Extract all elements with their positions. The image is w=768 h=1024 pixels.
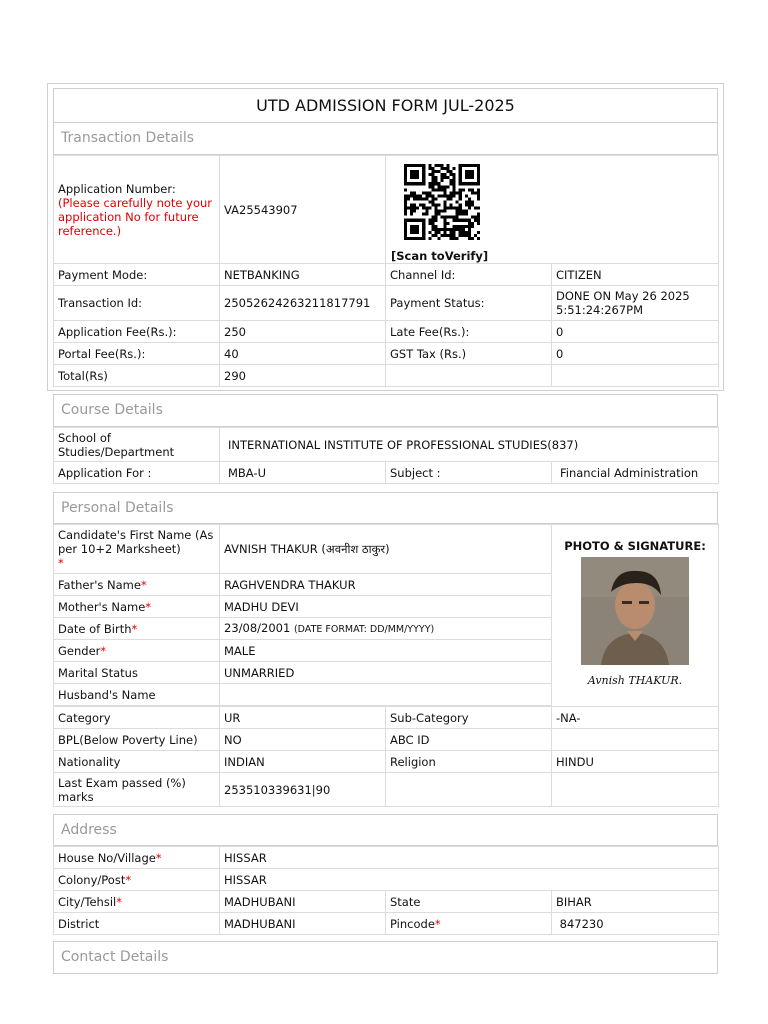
required-mark: * [434, 916, 441, 931]
txn-id-label: Transaction Id: [54, 286, 220, 321]
husband-label: Husband's Name [54, 684, 220, 706]
required-mark: * [145, 599, 152, 614]
last-exam-value: 253510339631|90 [220, 773, 386, 807]
qr-cell [386, 156, 719, 264]
personal-table [53, 524, 719, 807]
app-number-value: VA25543907 [220, 156, 386, 264]
house-label: House No/Village [58, 850, 156, 865]
qr-code-icon[interactable] [404, 164, 480, 240]
state-value: BIHAR [552, 891, 719, 913]
course-section-title: Course Details [61, 402, 163, 418]
gender-label: Gender [58, 643, 101, 658]
app-fee-label: Application Fee(Rs.): [54, 321, 220, 343]
portal-fee-label: Portal Fee(Rs.): [54, 343, 220, 365]
abc-value [552, 729, 719, 751]
colony-label-cell [54, 869, 220, 891]
personal-section-title: Personal Details [61, 500, 174, 516]
pincode-label: Pincode [390, 916, 435, 931]
transaction-section-title: Transaction Details [61, 130, 195, 146]
app-for-value: MBA-U [220, 462, 386, 484]
course-table [53, 427, 719, 484]
subject-label: Subject : [386, 462, 552, 484]
payment-status-value: DONE ON May 26 2025 5:51:24:267PM [552, 286, 719, 321]
marital-value: UNMARRIED [220, 662, 552, 684]
app-for-label: Application For : [54, 462, 220, 484]
mother-value: MADHU DEVI [220, 596, 552, 618]
required-mark: * [155, 850, 162, 865]
address-section-title: Address [61, 822, 117, 838]
school-value: INTERNATIONAL INSTITUTE OF PROFESSIONAL STUDIES(837) [220, 428, 719, 462]
mother-label-cell [54, 596, 220, 618]
channel-value: CITIZEN [552, 264, 719, 286]
required-mark: * [100, 643, 107, 658]
form-title-panel [53, 88, 718, 123]
district-label: District [54, 913, 220, 935]
address-section-header [53, 814, 718, 846]
nationality-label: Nationality [54, 751, 220, 773]
last-exam-label: Last Exam passed (%) marks [54, 773, 220, 807]
category-label: Category [54, 707, 220, 729]
transaction-section-header [53, 123, 718, 155]
app-number-note: (Please carefully note your application No for future reference.) [58, 195, 212, 238]
address-table [53, 846, 719, 935]
mother-label: Mother's Name [58, 599, 146, 614]
house-label-cell [54, 847, 220, 869]
first-name-value: AVNISH THAKUR (अवनीश ठाकुर) [220, 525, 552, 574]
husband-value [220, 684, 552, 706]
channel-label: Channel Id: [386, 264, 552, 286]
district-value: MADHUBANI [220, 913, 386, 935]
payment-mode-value: NETBANKING [220, 264, 386, 286]
photo-signature-label: PHOTO & SIGNATURE: [564, 539, 706, 553]
course-section-header [53, 394, 718, 427]
empty-cell [552, 365, 719, 387]
dob-label-cell [54, 618, 220, 640]
required-mark: * [116, 894, 122, 909]
empty-cell [386, 365, 552, 387]
empty-cell [552, 773, 719, 807]
city-label: City/Tehsil [58, 894, 117, 909]
city-value: MADHUBANI [220, 891, 386, 913]
religion-value: HINDU [552, 751, 719, 773]
gst-value: 0 [552, 343, 719, 365]
candidate-photo [581, 557, 689, 665]
dob-format-hint: (DATE FORMAT: DD/MM/YYYY) [293, 623, 435, 635]
father-value: RAGHVENDRA THAKUR [220, 574, 552, 596]
bpl-label: BPL(Below Poverty Line) [54, 729, 220, 751]
txn-id-value: 25052624263211817791 [220, 286, 386, 321]
dob-label: Date of Birth [58, 621, 132, 636]
category-value: UR [220, 707, 386, 729]
dob-value-cell [220, 618, 552, 640]
school-label: School of Studies/Department [54, 428, 220, 462]
gst-label: GST Tax (Rs.) [386, 343, 552, 365]
signature-image: Avnish THAKUR. [587, 674, 683, 687]
app-number-label-cell [54, 156, 220, 264]
late-fee-value: 0 [552, 321, 719, 343]
father-label: Father's Name [58, 577, 141, 592]
state-label: State [386, 891, 552, 913]
gender-value: MALE [220, 640, 552, 662]
subcategory-value: -NA- [552, 707, 719, 729]
payment-status-label: Payment Status: [386, 286, 552, 321]
scan-verify-label: [Scan toVerify] [391, 249, 489, 263]
gender-label-cell [54, 640, 220, 662]
subcategory-label: Sub-Category [386, 707, 552, 729]
colony-value: HISSAR [220, 869, 719, 891]
pincode-value: 847230 [552, 913, 719, 935]
late-fee-label: Late Fee(Rs.): [386, 321, 552, 343]
app-number-label: Application Number: [58, 181, 176, 196]
father-label-cell [54, 574, 220, 596]
contact-section-header [53, 941, 718, 974]
abc-label: ABC ID [386, 729, 552, 751]
required-mark: * [140, 577, 147, 592]
contact-section-title: Contact Details [61, 949, 169, 965]
portal-fee-value: 40 [220, 343, 386, 365]
nationality-value: INDIAN [220, 751, 386, 773]
house-value: HISSAR [220, 847, 719, 869]
required-mark: * [131, 621, 138, 636]
city-label-cell [54, 891, 220, 913]
first-name-label-cell [54, 525, 220, 574]
form-title: UTD ADMISSION FORM JUL-2025 [256, 96, 515, 115]
transaction-table [53, 155, 719, 387]
bpl-value: NO [220, 729, 386, 751]
photo-signature-cell [552, 525, 719, 707]
required-mark: * [125, 872, 132, 887]
marital-label: Marital Status [54, 662, 220, 684]
personal-section-header [53, 492, 718, 524]
religion-label: Religion [386, 751, 552, 773]
payment-mode-label: Payment Mode: [54, 264, 220, 286]
pincode-label-cell [386, 913, 552, 935]
total-value: 290 [220, 365, 386, 387]
dob-value: 23/08/2001 [224, 620, 291, 635]
subject-value: Financial Administration [552, 462, 719, 484]
colony-label: Colony/Post [58, 872, 126, 887]
required-mark: * [58, 556, 64, 570]
app-fee-value: 250 [220, 321, 386, 343]
first-name-label: Candidate's First Name (As per 10+2 Marksheet) [58, 528, 214, 556]
total-label: Total(Rs) [54, 365, 220, 387]
empty-cell [386, 773, 552, 807]
